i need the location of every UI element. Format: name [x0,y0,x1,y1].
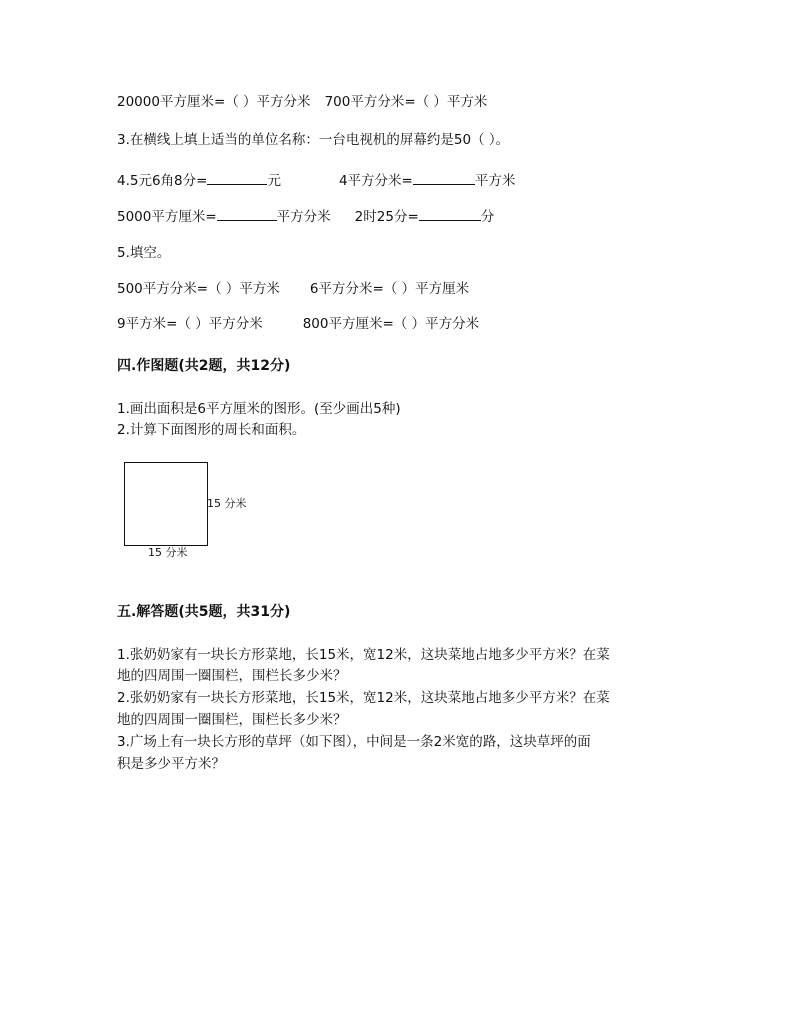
section-5-question-2-text: 2.张奶奶家有一块长方形菜地，长15米，宽12米，这块菜地占地多少平方米？在菜 [117,690,610,706]
section-4-question-1 [117,399,401,419]
question-4-line-2 [117,206,494,227]
section-5-question-1-text-cont: 地的四周围一圈围栏，围栏长多少米？ [117,668,347,684]
answer-blank[interactable] [207,170,267,185]
question-5-title [117,243,170,263]
question-20000-sq-cm: 20000平方厘米=（ ）平方分米 [117,94,311,110]
question-3-text: 3.在横线上填上适当的单位名称：一台电视机的屏幕约是50（ ）。 [117,132,510,148]
section-5-question-1-line-1 [117,645,610,665]
question-4-minute-unit: 分 [480,209,495,225]
answer-blank[interactable] [217,206,277,221]
question-4-yuan-unit: 元 [267,173,281,189]
square-figure [124,462,208,546]
section-5-question-2-text-cont: 地的四周围一圈围栏，围栏长多少米？ [117,712,347,728]
square-side-label: 15 分米 [207,497,247,510]
section-4-question-2-text: 2.计算下面图形的周长和面积。 [117,422,306,438]
question-9-sq-m: 9平方米=（ ）平方分米 [117,316,263,332]
section-5-question-2-line-2 [117,710,347,730]
section-5-question-3-text: 3.广场上有一块长方形的草坪（如下图），中间是一条2米宽的路，这块草坪的面 [117,734,591,750]
section-5-question-1-line-2 [117,666,347,686]
section-4-question-2 [117,420,305,440]
question-4-sq-cm-prefix: 5000平方厘米= [117,209,217,225]
section-5-question-3-line-1 [117,732,591,752]
section-5-heading [117,602,290,622]
section-5-question-3-text-cont: 积是多少平方米？ [117,756,225,772]
section-5-heading-text: 五.解答题(共5题，共31分) [117,604,291,620]
section-5-question-3-line-2 [117,754,225,774]
question-800-sq-cm: 800平方厘米=（ ）平方分米 [302,316,480,332]
answer-blank[interactable] [413,170,475,185]
question-5-text: 5.填空。 [117,245,171,261]
question-4-sq-m-unit: 平方米 [474,173,516,189]
question-3-unit-name [117,130,509,150]
section-5-question-2-line-1 [117,688,610,708]
answer-blank[interactable] [419,206,481,221]
question-4-line-1 [117,170,515,191]
square-bottom-label: 15 分米 [148,546,188,559]
section-4-heading [117,356,290,376]
question-700-sq-dm: 700平方分米=（ ）平方米 [324,94,488,110]
question-4-time-prefix: 2时25分= [354,209,419,225]
question-4-sq-dm-prefix: 4平方分米= [338,173,413,189]
fill-blank-line-1 [117,92,487,112]
question-5-line-1 [117,279,469,299]
question-4-sq-dm-unit: 平方分米 [276,209,331,225]
question-4-yuan-prefix: 4.5元6角8分= [117,173,208,189]
section-5-question-1-text: 1.张奶奶家有一块长方形菜地，长15米，宽12米，这块菜地占地多少平方米？在菜 [117,647,610,663]
section-4-question-1-text: 1.画出面积是6平方厘米的图形。(至少画出5种) [117,401,401,417]
question-6-sq-dm: 6平方分米=（ ）平方厘米 [309,281,470,297]
question-5-line-2 [117,314,479,334]
question-500-sq-dm: 500平方分米=（ ）平方米 [117,281,280,297]
section-4-heading-text: 四.作图题(共2题，共12分) [117,358,291,374]
